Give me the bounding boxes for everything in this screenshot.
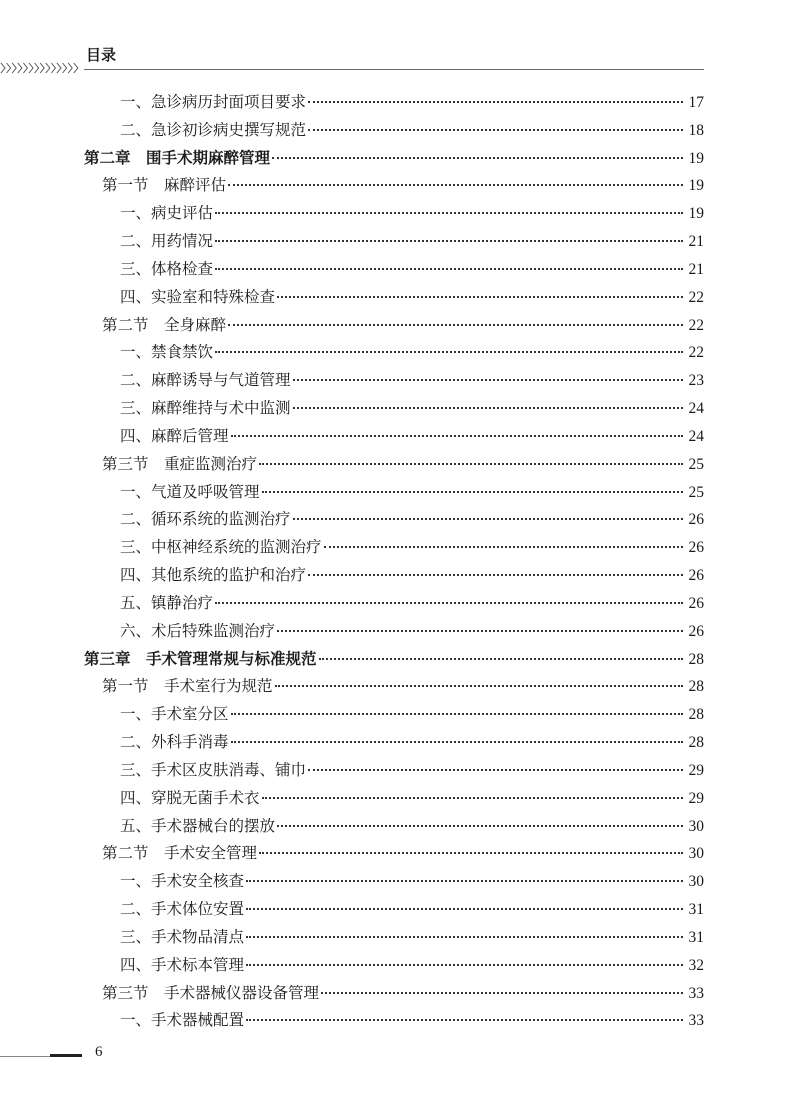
toc-entry-title: 第二章 围手术期麻醉管理 xyxy=(84,148,271,167)
dot-leader xyxy=(231,435,683,437)
toc-page-number: 17 xyxy=(688,94,704,111)
dot-leader xyxy=(215,268,683,270)
toc-entry-title: 第三节 重症监测治疗 xyxy=(102,454,258,473)
toc-section-row[interactable] xyxy=(84,980,704,1008)
toc-item-row[interactable] xyxy=(84,701,704,729)
toc-page-number: 26 xyxy=(688,539,704,557)
dot-leader xyxy=(215,602,683,604)
toc-entry-title: 四、其他系统的监护和治疗 xyxy=(120,566,307,585)
toc-entry-title: 一、急诊病历封面项目要求 xyxy=(120,93,307,111)
dot-leader xyxy=(277,630,683,632)
toc-entry-title: 第二节 手术安全管理 xyxy=(102,844,258,863)
toc-entry-title: 第一节 麻醉评估 xyxy=(102,176,227,195)
toc-entry-title: 五、手术器械台的摆放 xyxy=(120,816,276,835)
toc-item-row[interactable] xyxy=(84,618,704,646)
dot-leader xyxy=(308,574,683,576)
toc-page-number: 23 xyxy=(688,372,704,390)
toc-entry-title: 二、手术体位安置 xyxy=(120,900,245,919)
toc-entry-title: 三、麻醉维持与术中监测 xyxy=(120,399,291,418)
toc-item-row[interactable] xyxy=(84,1007,704,1035)
header-divider xyxy=(84,69,704,70)
toc-item-row[interactable] xyxy=(84,479,704,507)
dot-leader xyxy=(228,184,683,186)
toc-item-row[interactable] xyxy=(84,284,704,312)
toc-entry-title: 五、镇静治疗 xyxy=(120,593,214,612)
toc-entry-title: 第一节 手术室行为规范 xyxy=(102,677,273,696)
dot-leader xyxy=(246,1019,683,1021)
toc-page-number: 18 xyxy=(688,121,704,139)
toc-page-number: 33 xyxy=(688,984,704,1002)
toc-item-row[interactable] xyxy=(84,590,704,618)
toc-section-row[interactable] xyxy=(84,172,704,200)
toc-section-row[interactable] xyxy=(84,673,704,701)
toc-item-row[interactable] xyxy=(84,228,704,256)
toc-entry-title: 一、病史评估 xyxy=(120,204,214,223)
toc-item-row[interactable] xyxy=(84,868,704,896)
dot-leader xyxy=(293,518,683,520)
toc-page-number: 21 xyxy=(688,260,704,278)
toc-item-row[interactable] xyxy=(84,200,704,228)
toc-page-number: 30 xyxy=(688,873,704,891)
footer-accent-bar xyxy=(50,1054,82,1057)
toc-entry-title: 一、手术室分区 xyxy=(120,705,229,724)
dot-leader xyxy=(308,769,683,771)
toc-page-number: 21 xyxy=(688,233,704,251)
toc-page-number: 22 xyxy=(688,316,704,334)
dot-leader xyxy=(293,379,683,381)
toc-page-number: 33 xyxy=(688,1012,704,1030)
toc-entry-title: 二、急诊初诊病史撰写规范 xyxy=(120,120,307,139)
toc-page-number: 25 xyxy=(688,455,704,473)
page-header-title: 目录 xyxy=(86,46,117,64)
toc-item-row[interactable] xyxy=(84,562,704,590)
toc-entry-title: 一、禁食禁饮 xyxy=(120,343,214,362)
footer-rule xyxy=(0,1056,50,1057)
toc-page-number: 22 xyxy=(688,288,704,306)
toc-item-row[interactable] xyxy=(84,729,704,757)
toc-item-row[interactable] xyxy=(84,395,704,423)
toc-section-row[interactable] xyxy=(84,451,704,479)
dot-leader xyxy=(319,658,683,660)
dot-leader xyxy=(231,713,683,715)
dot-leader xyxy=(262,491,683,493)
toc-entry-title: 六、术后特殊监测治疗 xyxy=(120,621,276,640)
dot-leader xyxy=(262,797,683,799)
toc-entry-title: 第三章 手术管理常规与标准规范 xyxy=(84,649,317,668)
toc-page-number: 29 xyxy=(688,789,704,807)
toc-section-row[interactable] xyxy=(84,312,704,340)
toc-entry-title: 四、手术标本管理 xyxy=(120,955,245,974)
toc-page-number: 29 xyxy=(688,761,704,779)
toc-section-row[interactable] xyxy=(84,840,704,868)
toc-entry-title: 二、麻醉诱导与气道管理 xyxy=(120,371,291,390)
toc-item-row[interactable] xyxy=(84,896,704,924)
toc-entry-title: 三、手术物品清点 xyxy=(120,927,245,946)
chevron-decoration-icon xyxy=(0,60,80,76)
toc-page-number: 22 xyxy=(688,344,704,362)
toc-page-number: 24 xyxy=(688,400,704,418)
toc-entry-title: 三、手术区皮肤消毒、铺巾 xyxy=(120,760,307,779)
toc-page-number: 30 xyxy=(688,817,704,835)
dot-leader xyxy=(293,407,683,409)
toc-page-number: 31 xyxy=(688,928,704,946)
toc-entry-title: 三、体格检查 xyxy=(120,259,214,278)
toc-chapter-row[interactable] xyxy=(84,145,704,173)
dot-leader xyxy=(215,240,683,242)
table-of-contents xyxy=(84,89,704,1035)
dot-leader xyxy=(259,463,683,465)
dot-leader xyxy=(277,825,683,827)
toc-item-row[interactable] xyxy=(84,256,704,284)
toc-page-number: 26 xyxy=(688,594,704,612)
toc-entry-title: 四、麻醉后管理 xyxy=(120,426,229,445)
dot-leader xyxy=(215,212,683,214)
toc-item-row[interactable] xyxy=(84,423,704,451)
toc-page-number: 30 xyxy=(688,845,704,863)
toc-page-number: 26 xyxy=(688,567,704,585)
toc-page-number: 31 xyxy=(688,901,704,919)
toc-item-row[interactable] xyxy=(84,924,704,952)
dot-leader xyxy=(215,351,683,353)
toc-item-row[interactable] xyxy=(84,367,704,395)
toc-entry-title: 第二节 全身麻醉 xyxy=(102,315,227,334)
toc-page-number: 28 xyxy=(688,678,704,696)
dot-leader xyxy=(272,157,683,159)
dot-leader xyxy=(246,908,683,910)
toc-page-number: 19 xyxy=(688,149,704,167)
toc-item-row[interactable] xyxy=(84,534,704,562)
toc-page-number: 19 xyxy=(688,205,704,223)
toc-page-number: 28 xyxy=(688,734,704,752)
dot-leader xyxy=(308,129,683,131)
toc-item-row[interactable] xyxy=(84,339,704,367)
toc-page-number: 26 xyxy=(688,622,704,640)
toc-entry-title: 四、实验室和特殊检查 xyxy=(120,287,276,306)
dot-leader xyxy=(324,546,683,548)
toc-page-number: 28 xyxy=(688,706,704,724)
toc-item-row[interactable] xyxy=(84,952,704,980)
toc-page-number: 19 xyxy=(688,177,704,195)
dot-leader xyxy=(321,992,683,994)
dot-leader xyxy=(246,936,683,938)
toc-entry-title: 一、手术安全核查 xyxy=(120,872,245,891)
toc-item-row[interactable] xyxy=(84,506,704,534)
toc-item-row[interactable] xyxy=(84,89,704,117)
dot-leader xyxy=(246,880,683,882)
dot-leader xyxy=(259,852,683,854)
toc-entry-title: 三、中枢神经系统的监测治疗 xyxy=(120,538,322,557)
toc-entry-title: 一、气道及呼吸管理 xyxy=(120,482,260,501)
toc-entry-title: 二、循环系统的监测治疗 xyxy=(120,510,291,529)
footer-page-number: 6 xyxy=(95,1044,103,1060)
toc-page-number: 28 xyxy=(688,650,704,668)
toc-item-row[interactable] xyxy=(84,785,704,813)
toc-entry-title: 二、用药情况 xyxy=(120,232,214,251)
dot-leader xyxy=(277,296,683,298)
toc-entry-title: 四、穿脱无菌手术衣 xyxy=(120,788,260,807)
toc-page-number: 25 xyxy=(688,483,704,501)
toc-item-row[interactable] xyxy=(84,813,704,841)
toc-item-row[interactable] xyxy=(84,117,704,145)
toc-page-number: 24 xyxy=(688,427,704,445)
dot-leader xyxy=(246,964,683,966)
toc-entry-title: 第三节 手术器械仪器设备管理 xyxy=(102,983,320,1002)
dot-leader xyxy=(228,324,683,326)
toc-chapter-row[interactable] xyxy=(84,646,704,674)
toc-page-number: 32 xyxy=(688,956,704,974)
toc-page-number: 26 xyxy=(688,511,704,529)
toc-item-row[interactable] xyxy=(84,757,704,785)
toc-entry-title: 二、外科手消毒 xyxy=(120,733,229,752)
dot-leader xyxy=(231,741,683,743)
toc-entry-title: 一、手术器械配置 xyxy=(120,1011,245,1030)
dot-leader xyxy=(275,685,683,687)
dot-leader xyxy=(308,101,683,103)
